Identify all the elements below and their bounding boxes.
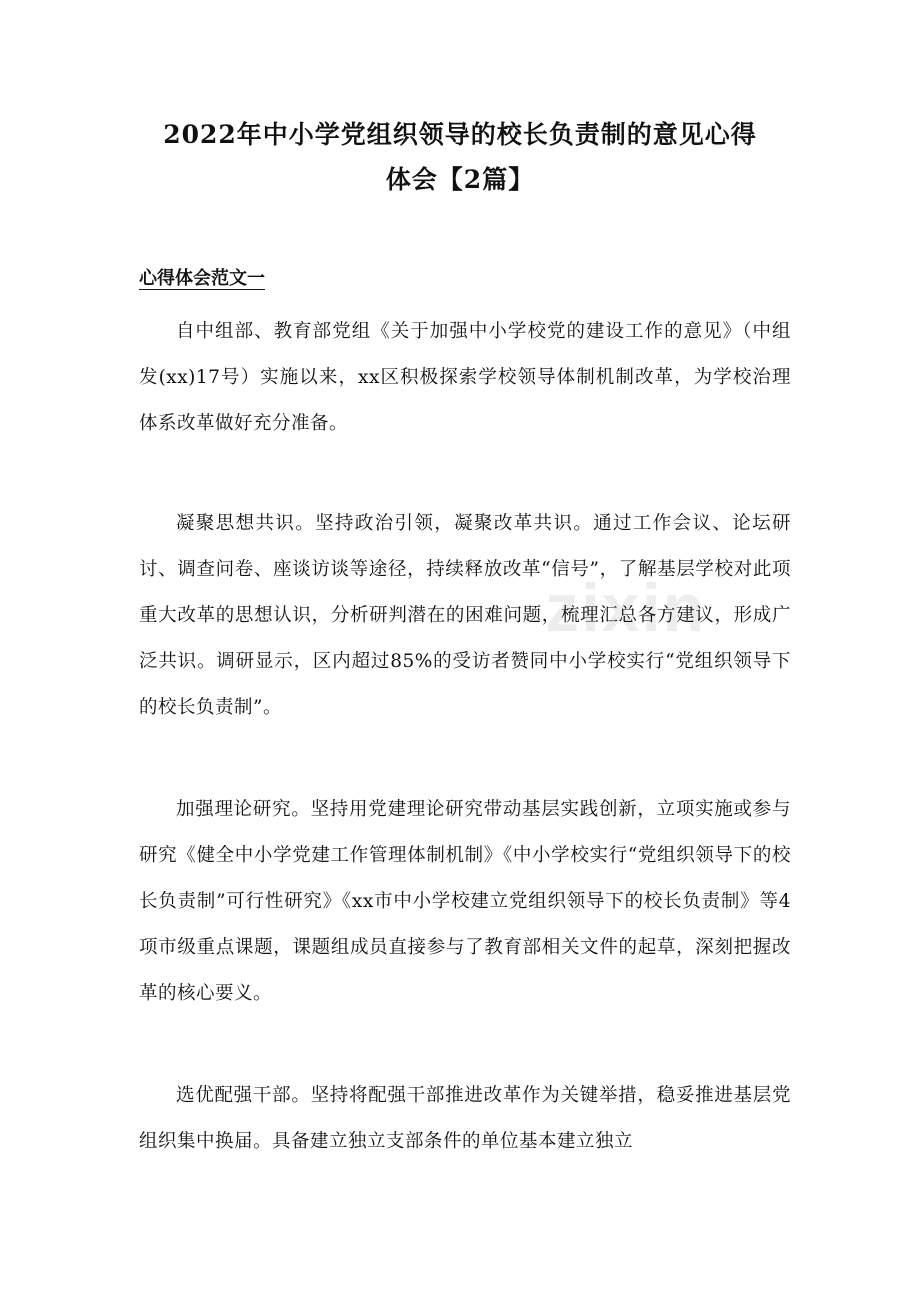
section-heading: 心得体会范文一 xyxy=(139,268,265,289)
paragraph-2: 凝聚思想共识。坚持政治引领，凝聚改革共识。通过工作会议、论坛研讨、调查问卷、座谈访谈等途径，持续释放改革“信号”，了解基层学校对此项重大改革的思想认识，分析研判潜在的困难问题，梳理汇总各方建议，形成广泛共识。调研显示，区内超过85%的受访者赞同中小学校实行“党组织领导下的校长负责制”。 xyxy=(139,513,791,718)
watermark: zixin xyxy=(545,570,707,646)
paragraph-3: 加强理论研究。坚持用党建理论研究带动基层实践创新，立项实施或参与研究《健全中小学党建工作管理体制机制》《中小学校实行“党组织领导下的校长负责制”可行性研究》《xx市中小学校建立党组织领导下的校长负责制》等4项市级重点课题，课题组成员直接参与了教育部相关文件的起草，深刻把握改革的核心要义。 xyxy=(139,799,791,1004)
paragraph-1: 自中组部、教育部党组《关于加强中小学校党的建设工作的意见》（中组发(xx)17号）实施以来，xx区积极探索学校领导体制机制改革，为学校治理体系改革做好充分准备。 xyxy=(139,321,791,434)
document-title-line-1: 2022年中小学党组织领导的校长负责制的意见心得 xyxy=(163,120,757,149)
paragraph-4: 选优配强干部。坚持将配强干部推进改革作为关键举措，稳妥推进基层党组织集中换届。具备建立独立支部条件的单位基本建立独立 xyxy=(139,1085,791,1152)
document-title-line-2: 体会【2篇】 xyxy=(385,165,535,194)
